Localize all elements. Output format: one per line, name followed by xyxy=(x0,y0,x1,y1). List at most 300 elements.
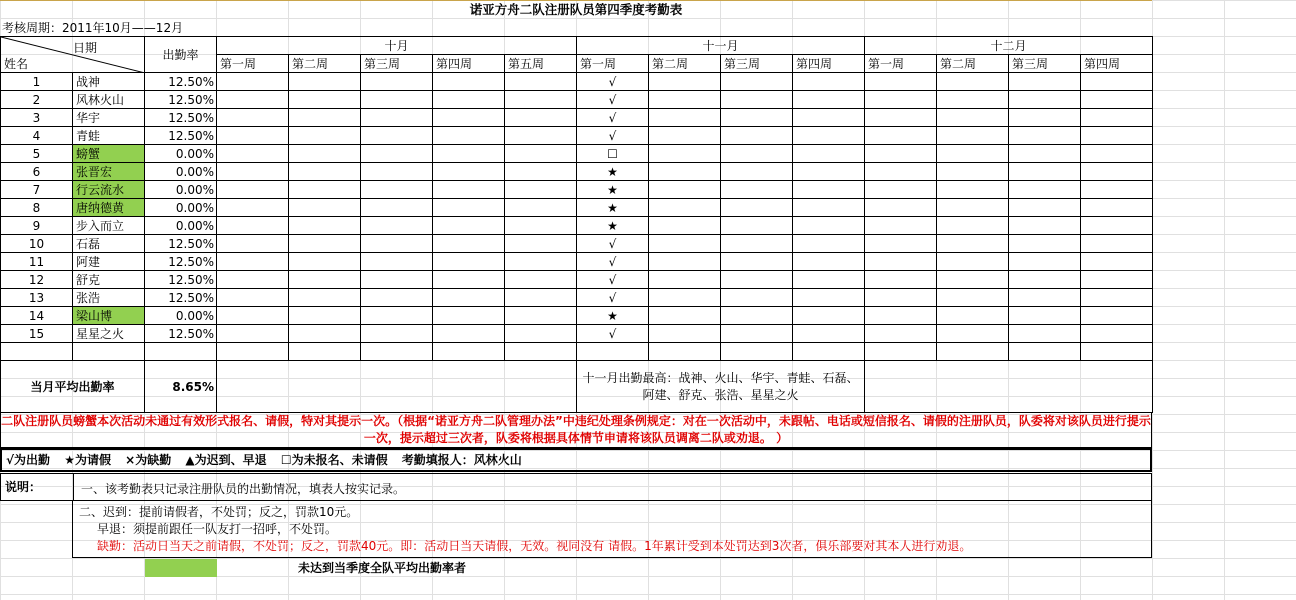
attendance-cell xyxy=(1009,325,1081,343)
attendance-cell xyxy=(505,289,577,307)
attendance-cell xyxy=(721,199,793,217)
attendance-cell xyxy=(721,235,793,253)
attendance-cell xyxy=(1081,109,1153,127)
attendance-cell xyxy=(865,307,937,325)
row-number: 3 xyxy=(1,109,73,127)
attendance-rate: 12.50% xyxy=(145,271,217,289)
attendance-cell xyxy=(937,307,1009,325)
attendance-cell xyxy=(649,289,721,307)
sheet-title: 诺亚方舟二队注册队员第四季度考勤表 xyxy=(0,0,1152,18)
blank-cell xyxy=(217,343,289,361)
attendance-mark: ★ xyxy=(577,307,649,325)
attendance-cell xyxy=(289,253,361,271)
attendance-cell xyxy=(1009,73,1081,91)
member-name: 张晋宏 xyxy=(73,163,145,181)
blank-cell xyxy=(1,343,73,361)
attendance-mark: √ xyxy=(577,73,649,91)
attendance-cell xyxy=(361,163,433,181)
gridline-v xyxy=(1224,0,1225,600)
attendance-cell xyxy=(361,127,433,145)
attendance-cell xyxy=(1009,163,1081,181)
member-name: 战神 xyxy=(73,73,145,91)
attendance-cell xyxy=(1081,163,1153,181)
attendance-cell xyxy=(721,109,793,127)
attendance-cell xyxy=(865,91,937,109)
attendance-cell xyxy=(217,73,289,91)
row-number: 7 xyxy=(1,181,73,199)
green-legend-text: 未达到当季度全队平均出勤率者 xyxy=(298,561,467,575)
attendance-cell xyxy=(505,217,577,235)
table-row xyxy=(1,271,1153,289)
legend-leave: ★为请假 xyxy=(64,453,111,467)
attendance-cell xyxy=(649,145,721,163)
attendance-cell xyxy=(721,163,793,181)
attendance-cell xyxy=(649,199,721,217)
attendance-cell xyxy=(721,73,793,91)
table-row xyxy=(1,181,1153,199)
attendance-cell xyxy=(793,325,865,343)
attendance-cell xyxy=(289,73,361,91)
member-name: 唐纳德黄 xyxy=(73,199,145,217)
attendance-cell xyxy=(1009,109,1081,127)
attendance-cell xyxy=(721,325,793,343)
attendance-cell xyxy=(865,325,937,343)
table-row xyxy=(1,163,1153,181)
attendance-cell xyxy=(937,127,1009,145)
attendance-cell xyxy=(361,91,433,109)
attendance-cell xyxy=(1009,91,1081,109)
note-item-2-line-1: 二、迟到：提前请假者，不处罚；反之，罚款10元。 xyxy=(79,505,359,519)
row-number: 2 xyxy=(1,91,73,109)
attendance-cell xyxy=(649,253,721,271)
attendance-cell xyxy=(865,271,937,289)
attendance-cell xyxy=(721,145,793,163)
attendance-cell xyxy=(649,127,721,145)
attendance-cell xyxy=(505,307,577,325)
attendance-cell xyxy=(649,73,721,91)
average-rate-label: 当月平均出勤率 xyxy=(1,361,145,413)
attendance-mark: √ xyxy=(577,253,649,271)
member-name: 星星之火 xyxy=(73,325,145,343)
attendance-mark: √ xyxy=(577,127,649,145)
attendance-cell xyxy=(433,199,505,217)
attendance-cell xyxy=(721,289,793,307)
row-number: 6 xyxy=(1,163,73,181)
week-header: 第一周 xyxy=(217,55,289,73)
month-november: 十一月 xyxy=(577,37,865,55)
attendance-cell xyxy=(1081,271,1153,289)
table-row xyxy=(1,235,1153,253)
attendance-cell xyxy=(865,127,937,145)
attendance-mark: ★ xyxy=(577,217,649,235)
attendance-cell xyxy=(721,307,793,325)
attendance-cell xyxy=(217,289,289,307)
green-legend-swatch xyxy=(145,559,217,577)
attendance-cell xyxy=(505,127,577,145)
attendance-cell xyxy=(217,217,289,235)
attendance-cell xyxy=(433,145,505,163)
attendance-cell xyxy=(1081,91,1153,109)
attendance-cell xyxy=(937,253,1009,271)
attendance-cell xyxy=(793,289,865,307)
table-row xyxy=(1,289,1153,307)
blank-cell xyxy=(73,343,145,361)
attendance-cell xyxy=(433,289,505,307)
attendance-cell xyxy=(793,73,865,91)
attendance-cell xyxy=(721,253,793,271)
table-row xyxy=(1,73,1153,91)
attendance-cell xyxy=(937,199,1009,217)
table-row xyxy=(1,109,1153,127)
attendance-cell xyxy=(721,181,793,199)
attendance-cell xyxy=(505,271,577,289)
attendance-cell xyxy=(433,271,505,289)
attendance-mark: ★ xyxy=(577,181,649,199)
attendance-cell xyxy=(937,181,1009,199)
attendance-cell xyxy=(937,145,1009,163)
week-header: 第四周 xyxy=(793,55,865,73)
attendance-cell xyxy=(361,289,433,307)
member-name: 阿建 xyxy=(73,253,145,271)
attendance-cell xyxy=(361,109,433,127)
violation-notice: 二队注册队员螃蟹本次活动未通过有效形式报名、请假，特对其提示一次。（根据“诺亚方舟二队管理办法”中违纪处理条例规定：对在一次活动中，未跟帖、电话或短信报名、请假的注册队员，队委将对该队员进行提示一次，提示超过三次者，队委将根据具体情节申请将该队员调离二队或劝退。 ） xyxy=(0,412,1152,448)
attendance-cell xyxy=(289,235,361,253)
note-item-1: 一、该考勤表只记录注册队员的出勤情况，填表人按实记录。 xyxy=(81,482,406,496)
attendance-cell xyxy=(865,199,937,217)
row-number: 14 xyxy=(1,307,73,325)
attendance-cell xyxy=(217,145,289,163)
legend-reporter: 考勤填报人：风林火山 xyxy=(401,453,522,467)
attendance-cell xyxy=(217,325,289,343)
attendance-rate: 12.50% xyxy=(145,253,217,271)
attendance-cell xyxy=(865,163,937,181)
member-name: 张浩 xyxy=(73,289,145,307)
attendance-cell xyxy=(865,289,937,307)
attendance-rate: 12.50% xyxy=(145,289,217,307)
note-item-2-line-2: 早退：须提前跟任一队友打一招呼，不处罚。 xyxy=(97,522,338,536)
attendance-cell xyxy=(505,109,577,127)
attendance-cell xyxy=(1009,127,1081,145)
attendance-cell xyxy=(721,217,793,235)
attendance-rate: 12.50% xyxy=(145,325,217,343)
attendance-cell xyxy=(361,73,433,91)
attendance-cell xyxy=(289,91,361,109)
attendance-cell xyxy=(937,91,1009,109)
month-october: 十月 xyxy=(217,37,577,55)
attendance-cell xyxy=(289,307,361,325)
notes-section xyxy=(0,473,1152,501)
attendance-cell xyxy=(937,325,1009,343)
attendance-cell xyxy=(1009,253,1081,271)
blank-cell xyxy=(577,343,649,361)
attendance-cell xyxy=(793,181,865,199)
week-header: 第一周 xyxy=(865,55,937,73)
attendance-cell xyxy=(793,163,865,181)
attendance-cell xyxy=(505,145,577,163)
attendance-rate: 12.50% xyxy=(145,109,217,127)
row-number: 15 xyxy=(1,325,73,343)
blank-cell xyxy=(1009,343,1081,361)
legend-absent: ×为缺勤 xyxy=(125,453,172,467)
attendance-cell xyxy=(1081,325,1153,343)
row-number: 11 xyxy=(1,253,73,271)
attendance-cell xyxy=(937,217,1009,235)
legend-present: √为出勤 xyxy=(6,453,51,467)
attendance-cell xyxy=(217,91,289,109)
attendance-cell xyxy=(217,127,289,145)
date-label: 日期 xyxy=(73,41,98,55)
attendance-cell xyxy=(721,127,793,145)
attendance-cell xyxy=(217,235,289,253)
blank-cell xyxy=(145,343,217,361)
attendance-cell xyxy=(217,181,289,199)
attendance-cell xyxy=(793,145,865,163)
table-row xyxy=(1,253,1153,271)
attendance-cell xyxy=(505,235,577,253)
attendance-cell xyxy=(433,253,505,271)
blank-cell xyxy=(721,343,793,361)
attendance-cell xyxy=(505,253,577,271)
row-number: 5 xyxy=(1,145,73,163)
attendance-cell xyxy=(361,181,433,199)
attendance-cell xyxy=(865,181,937,199)
attendance-cell xyxy=(721,91,793,109)
member-name: 行云流水 xyxy=(73,181,145,199)
row-number: 9 xyxy=(1,217,73,235)
attendance-cell xyxy=(937,163,1009,181)
attendance-cell xyxy=(289,145,361,163)
attendance-cell xyxy=(1009,235,1081,253)
attendance-cell xyxy=(865,253,937,271)
header-diagonal-cell xyxy=(1,37,145,73)
symbol-legend xyxy=(0,448,1152,472)
attendance-cell xyxy=(793,109,865,127)
attendance-mark: √ xyxy=(577,325,649,343)
attendance-cell xyxy=(649,271,721,289)
table-row xyxy=(1,307,1153,325)
attendance-cell xyxy=(433,127,505,145)
week-header: 第二周 xyxy=(649,55,721,73)
december-summary-cell xyxy=(865,361,1153,413)
blank-cell xyxy=(433,343,505,361)
attendance-cell xyxy=(793,271,865,289)
attendance-cell xyxy=(289,271,361,289)
attendance-cell xyxy=(361,253,433,271)
attendance-cell xyxy=(1009,181,1081,199)
week-header: 第二周 xyxy=(289,55,361,73)
attendance-cell xyxy=(289,181,361,199)
attendance-cell xyxy=(937,73,1009,91)
blank-cell xyxy=(289,343,361,361)
attendance-cell xyxy=(1081,199,1153,217)
attendance-cell xyxy=(865,145,937,163)
attendance-cell xyxy=(1081,253,1153,271)
attendance-cell xyxy=(433,307,505,325)
week-header: 第四周 xyxy=(1081,55,1153,73)
row-number: 1 xyxy=(1,73,73,91)
attendance-cell xyxy=(361,145,433,163)
attendance-rate: 0.00% xyxy=(145,163,217,181)
attendance-cell xyxy=(1009,289,1081,307)
attendance-cell xyxy=(361,271,433,289)
attendance-cell xyxy=(361,217,433,235)
legend-late: ▲为迟到、早退 xyxy=(185,453,267,467)
table-row xyxy=(1,217,1153,235)
attendance-cell xyxy=(505,73,577,91)
attendance-cell xyxy=(217,199,289,217)
member-name: 梁山博 xyxy=(73,307,145,325)
attendance-cell xyxy=(217,307,289,325)
attendance-cell xyxy=(1081,127,1153,145)
row-number: 8 xyxy=(1,199,73,217)
row-number: 13 xyxy=(1,289,73,307)
blank-cell xyxy=(865,343,937,361)
attendance-cell xyxy=(217,163,289,181)
attendance-cell xyxy=(433,73,505,91)
rate-header: 出勤率 xyxy=(145,37,217,73)
row-number: 10 xyxy=(1,235,73,253)
attendance-cell xyxy=(361,199,433,217)
attendance-cell xyxy=(289,199,361,217)
attendance-cell xyxy=(793,127,865,145)
attendance-cell xyxy=(649,217,721,235)
attendance-cell xyxy=(433,109,505,127)
attendance-cell xyxy=(865,235,937,253)
week-header: 第二周 xyxy=(937,55,1009,73)
attendance-cell xyxy=(865,109,937,127)
attendance-cell xyxy=(289,127,361,145)
table-row xyxy=(1,325,1153,343)
member-name: 石磊 xyxy=(73,235,145,253)
attendance-rate: 12.50% xyxy=(145,91,217,109)
attendance-cell xyxy=(793,253,865,271)
attendance-cell xyxy=(217,253,289,271)
attendance-cell xyxy=(505,181,577,199)
week-header: 第一周 xyxy=(577,55,649,73)
attendance-mark: √ xyxy=(577,91,649,109)
attendance-cell xyxy=(937,235,1009,253)
attendance-cell xyxy=(433,235,505,253)
attendance-cell xyxy=(649,235,721,253)
table-row xyxy=(1,145,1153,163)
attendance-mark: √ xyxy=(577,271,649,289)
summary-row xyxy=(1,361,1153,413)
attendance-rate: 12.50% xyxy=(145,73,217,91)
attendance-cell xyxy=(793,91,865,109)
attendance-rate: 0.00% xyxy=(145,307,217,325)
attendance-cell xyxy=(289,109,361,127)
attendance-cell xyxy=(1009,217,1081,235)
blank-cell xyxy=(937,343,1009,361)
attendance-cell xyxy=(793,217,865,235)
attendance-cell xyxy=(217,271,289,289)
attendance-cell xyxy=(1081,217,1153,235)
attendance-mark: √ xyxy=(577,109,649,127)
attendance-cell xyxy=(505,325,577,343)
attendance-cell xyxy=(433,163,505,181)
attendance-cell xyxy=(649,181,721,199)
attendance-rate: 12.50% xyxy=(145,235,217,253)
blank-cell xyxy=(361,343,433,361)
attendance-rate: 12.50% xyxy=(145,127,217,145)
table-row xyxy=(1,127,1153,145)
attendance-rate: 0.00% xyxy=(145,217,217,235)
attendance-cell xyxy=(361,235,433,253)
attendance-mark: ★ xyxy=(577,163,649,181)
attendance-cell xyxy=(937,109,1009,127)
week-header: 第三周 xyxy=(721,55,793,73)
attendance-cell xyxy=(1081,145,1153,163)
attendance-cell xyxy=(433,217,505,235)
notes-section-2 xyxy=(72,501,1152,558)
attendance-cell xyxy=(649,109,721,127)
attendance-cell xyxy=(433,325,505,343)
attendance-cell xyxy=(793,307,865,325)
attendance-cell xyxy=(1081,307,1153,325)
attendance-cell xyxy=(721,271,793,289)
attendance-cell xyxy=(361,307,433,325)
attendance-cell xyxy=(289,289,361,307)
attendance-cell xyxy=(1081,73,1153,91)
month-december: 十二月 xyxy=(865,37,1153,55)
attendance-cell xyxy=(649,91,721,109)
attendance-cell xyxy=(793,199,865,217)
attendance-cell xyxy=(865,217,937,235)
legend-unregistered: ☐为未报名、未请假 xyxy=(280,453,388,467)
week-header: 第四周 xyxy=(433,55,505,73)
attendance-cell xyxy=(289,325,361,343)
table-row xyxy=(1,91,1153,109)
name-label: 姓名 xyxy=(4,57,29,71)
member-name: 舒克 xyxy=(73,271,145,289)
november-top-attendance: 十一月出勤最高：战神、火山、华宇、青蛙、石磊、阿建、舒克、张浩、星星之火 xyxy=(577,361,865,413)
attendance-cell xyxy=(937,289,1009,307)
member-name: 步入而立 xyxy=(73,217,145,235)
attendance-cell xyxy=(1009,307,1081,325)
assessment-period: 考核周期：2011年10月——12月 xyxy=(2,21,184,35)
attendance-cell xyxy=(865,73,937,91)
attendance-cell xyxy=(505,199,577,217)
attendance-rate: 0.00% xyxy=(145,199,217,217)
row-number: 4 xyxy=(1,127,73,145)
attendance-cell xyxy=(937,271,1009,289)
blank-cell xyxy=(649,343,721,361)
week-header: 第三周 xyxy=(1009,55,1081,73)
attendance-cell xyxy=(1009,199,1081,217)
attendance-mark: √ xyxy=(577,289,649,307)
attendance-cell xyxy=(1081,235,1153,253)
attendance-cell xyxy=(289,163,361,181)
attendance-cell xyxy=(1009,145,1081,163)
attendance-mark: ☐ xyxy=(577,145,649,163)
attendance-cell xyxy=(505,91,577,109)
attendance-cell xyxy=(217,109,289,127)
blank-cell xyxy=(1081,343,1153,361)
blank-row xyxy=(1,343,1153,361)
october-summary-cell xyxy=(217,361,577,413)
attendance-cell xyxy=(1081,181,1153,199)
attendance-mark: ★ xyxy=(577,199,649,217)
attendance-cell xyxy=(649,163,721,181)
average-rate-value: 8.65% xyxy=(145,361,217,413)
member-name: 风林火山 xyxy=(73,91,145,109)
attendance-cell xyxy=(289,217,361,235)
week-header: 第五周 xyxy=(505,55,577,73)
table-row xyxy=(1,199,1153,217)
member-name: 华宇 xyxy=(73,109,145,127)
attendance-cell xyxy=(361,325,433,343)
attendance-cell xyxy=(793,235,865,253)
